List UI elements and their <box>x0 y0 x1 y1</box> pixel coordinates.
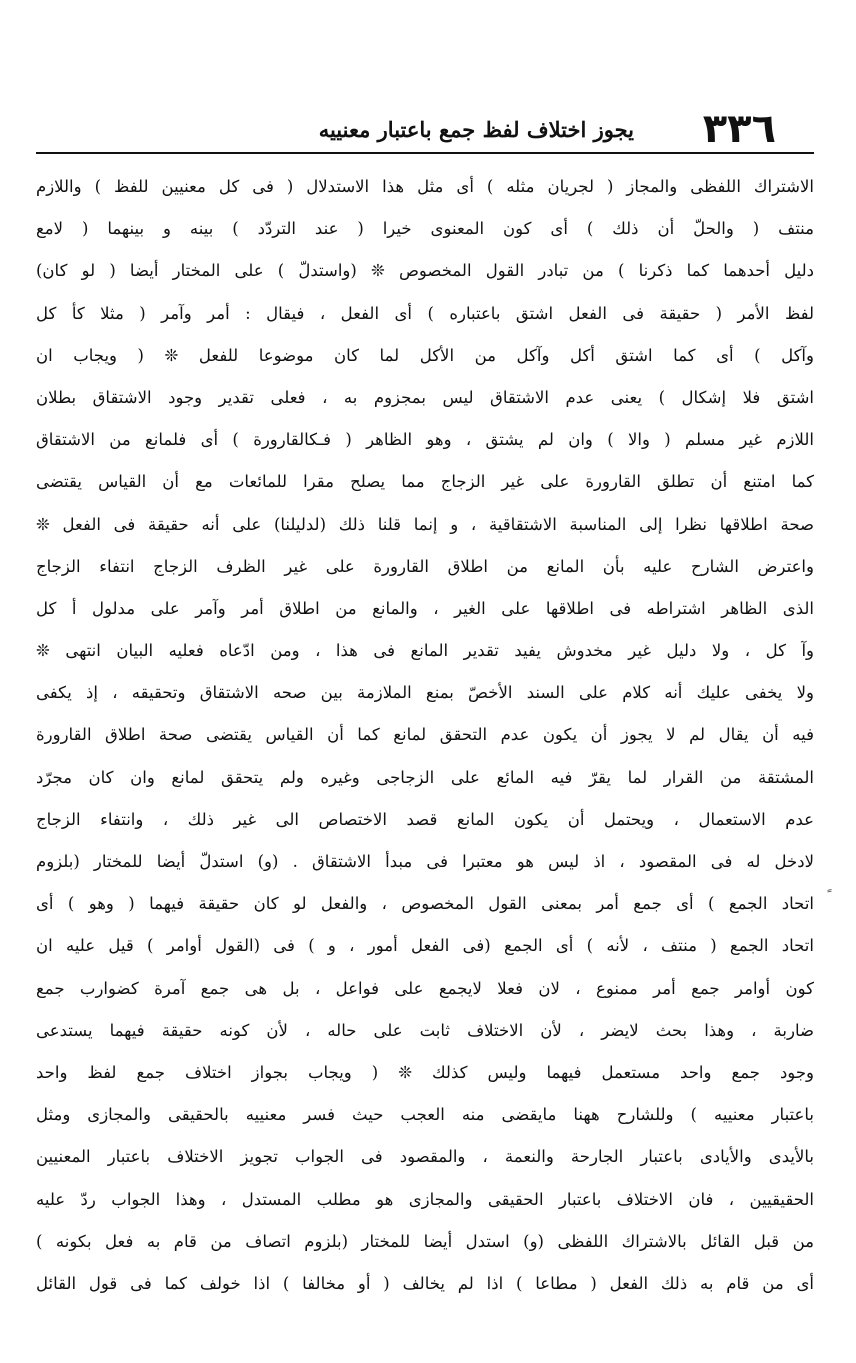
text-line: منتف ( والحلّ أن ذلك ) أى كون المعنوى خيرا ( عند التردّد ) بينه و بينهما ( لامع <box>36 219 814 239</box>
text-line: باعتبار معنييه ) وللشارح ههنا مايقضى منه العجب حيث فسر معنييه بالحقيقى والمجازى ومثل <box>36 1105 814 1125</box>
text-line: وجود جمع واحد مستعمل فيهما وليس كذلك ❊ ( ويجاب بجواز اختلاف جمع لفظ واحد <box>36 1062 814 1082</box>
text-line: صحة اطلاقها نظرا إلى المناسبة الاشتقاقية ، و إنما قلنا ذلك (لدليلنا) على أنه حقيقة فى الفعل ❊ <box>36 514 814 534</box>
text-line: واعترض الشارح عليه بأن المانع من اطلاق القارورة على غير الظرف الزجاج انتفاء الزجاج <box>36 556 814 576</box>
text-line: اتحاد الجمع ( منتف ، لأنه ) أى الجمع (فى الفعل أمور ، و ) فى (القول أوامر ) قيل عليه ان <box>36 936 814 956</box>
text-line: وآكل ) أى كما اشتق أكل وآكل من الأكل لما كان موضوعا للفعل ❊ ( ويجاب ان <box>36 345 814 365</box>
text-line: اشتق فلا إشكال ) يعنى عدم الاشتقاق ليس بمجزوم به ، فعلى تقدير وجود الاشتقاق بطلان <box>36 387 814 407</box>
text-line: أى من قام به ذلك الفعل ( مطاعا ) اذا لم يخالف ( أو مخالفا ) اذا خولف كما فى قول القائل <box>36 1273 814 1293</box>
text-line: كما امتنع أن تطلق القارورة على غير الزجاج مما يصلح مقرا للمائعات مع أن القياس يقتضى <box>36 472 814 492</box>
running-title: يجوز اختلاف لفظ جمع باعتبار معنييه <box>318 117 634 142</box>
text-line: المشتقة من القرار لما يقرّ فيه المائع على الزجاجى وغيره ولم يتحقق لمانع وان كان مجرّد <box>36 767 814 787</box>
text-line: بالأيدى والأيادى باعتبار الجارحة والنعمة ، والمقصود فى الجواب تجويز الاختلاف باعتبار المعنيين <box>36 1147 814 1167</box>
text-line: عدم الاستعمال ، ويحتمل أن يكون المانع قصد الاختصاص الى غير ذلك ، وانتفاء الزجاج <box>36 809 814 829</box>
text-line: الذى الظاهر اشتراطه فى اطلاقها على الغير ، والمانع من اطلاق أمر وآمر على مدلول أ كل <box>36 598 814 618</box>
text-line: فيه أن يقال لم لا يجوز أن يكون عدم التحقق لمانع كما أن القياس يقتضى صحة اطلاق القارورة <box>36 725 814 745</box>
text-line: ولا يخفى عليك أنه كلام على السند الأخصّ بمنع الملازمة بين صحه الاشتقاق وتحقيقه ، إذ يكفى <box>36 683 814 703</box>
text-line: الاشتراك اللفظى والمجاز ( لجريان مثله ) أى مثل هذا الاستدلال ( فى كل معنيين للفظ ) واللازم <box>36 177 814 196</box>
text-line: دليل أحدهما كما ذكرنا ) من تبادر القول المخصوص ❊ (واستدلّ ) على المختار أيضا ( لو كان) <box>36 261 814 281</box>
header-rule <box>36 152 814 154</box>
text-line: اتحاد الجمع ) أى جمع أمر بمعنى القول المخصوص ، والفعل لو كان حقيقة فيهما ( وهو ) أى <box>36 894 814 914</box>
text-line: اللازم غير مسلم ( والا ) وان لم يشتق ، وهو الظاهر ( فـكالقارورة ) أى فلمانع من الاشتقاق <box>36 430 814 450</box>
text-line: لفظ الأمر ( حقيقة فى الفعل اشتق باعتباره ) أى الفعل ، فيقال : أمر وآمر ( مثلا كأ كل <box>36 303 814 323</box>
text-line: كون أوامر جمع أمر ممنوع ، لان فعلا لايجمع على فواعل ، بل هى جمع آمرة كضوارب جمع <box>36 978 814 998</box>
body-text <box>36 166 814 1305</box>
text-line: لادخل له فى المقصود ، اذ ليس هو معتبرا فى مبدأ الاشتقاق . (و) استدلّ أيضا للمختار (بلزوم <box>36 852 814 871</box>
text-line: من قبل القائل بالاشتراك اللفظى (و) استدل أيضا للمختار (بلزوم اتصاف من قام به فعل بكونه ) <box>36 1231 814 1251</box>
page-number: ٣٣٦ <box>702 106 776 152</box>
text-line: ضاربة ، وهذا بحث لايضر ، لأن الاختلاف ثابت على حاله ، لأن كونه حقيقة فيهما يستدعى <box>36 1020 814 1040</box>
page-header <box>40 104 812 154</box>
text-line: الحقيقيين ، فان الاختلاف باعتبار الحقيقى والمجازى هو مطلب المستدل ، وهذا الجواب ردّ عليه <box>36 1189 814 1209</box>
text-line: وآ كل ، ولا دليل غير مخدوش يفيد تقدير المانع فى هذا ، ومن ادّعاه فعليه البيان انتهى ❊ <box>36 641 814 661</box>
